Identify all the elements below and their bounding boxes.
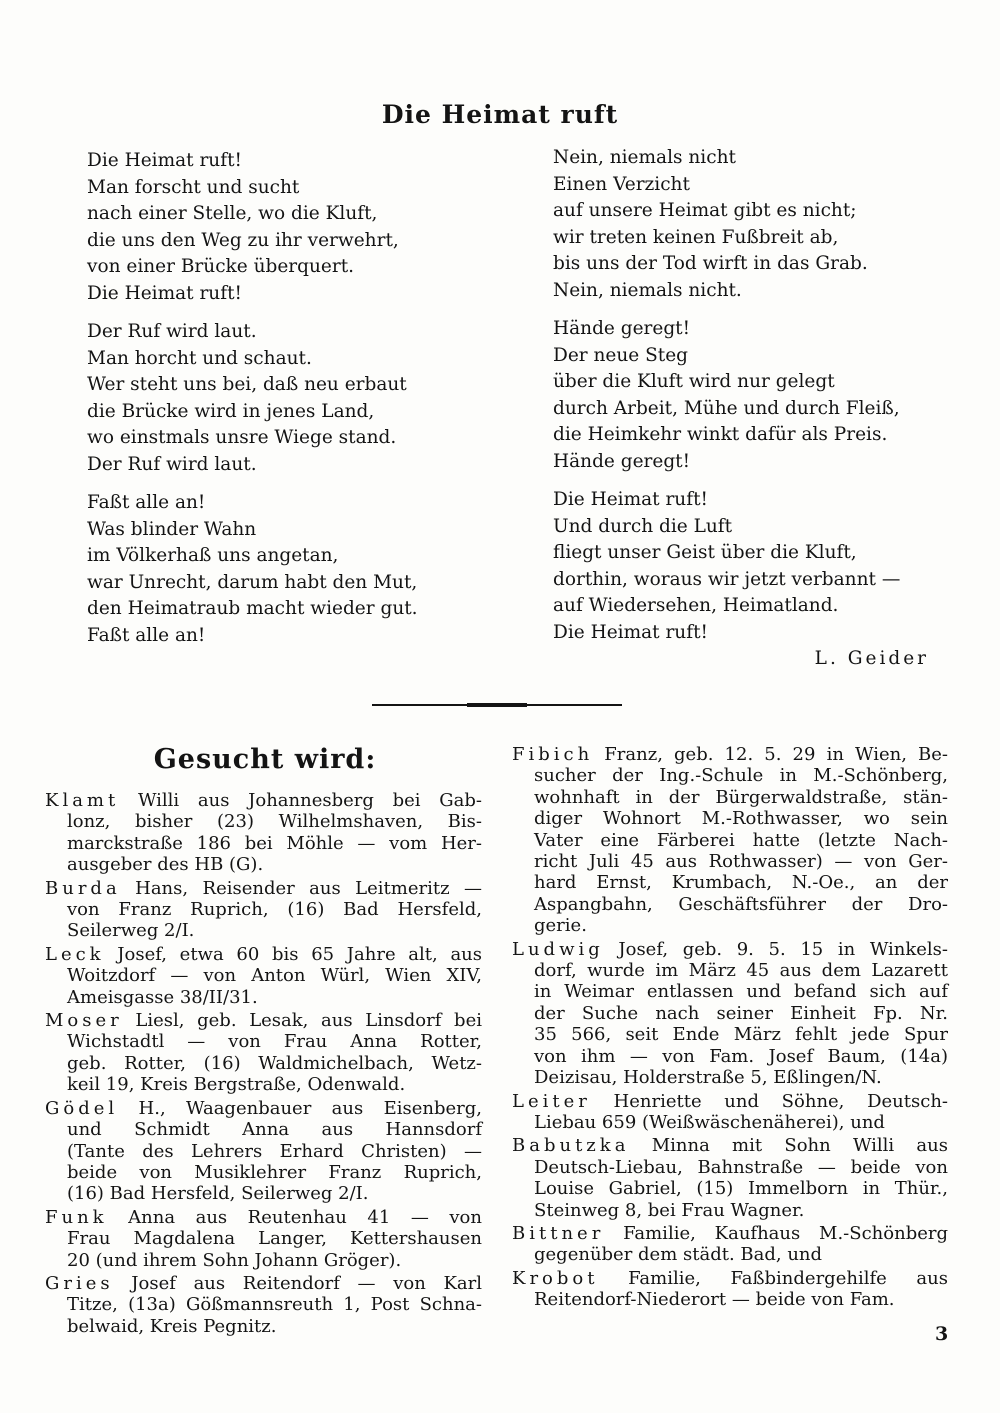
- entry-line: Louise Gabriel, (15) Immelborn in Thür.,: [534, 1178, 948, 1200]
- search-entry: [45, 1010, 482, 1096]
- poem-stanza: [87, 490, 527, 649]
- poem-line: Der Ruf wird laut.: [87, 321, 257, 342]
- entry-line: diger Wohnort M.-Rothwasser, wo sein: [534, 808, 948, 830]
- search-entry: [512, 744, 948, 937]
- entry-name: Gries: [45, 1272, 114, 1294]
- entry-line: und Schmidt Anna aus Hannsdorf: [67, 1119, 482, 1141]
- entry-line: Leiter Henriette und Söhne, Deutsch-: [512, 1090, 948, 1112]
- poem-line: war Unrecht, darum habt den Mut,: [87, 571, 418, 593]
- entry-line: belwaid, Kreis Pegnitz.: [67, 1315, 277, 1337]
- entry-line: richt Juli 45 aus Rothwasser) — von Ger-: [534, 851, 948, 873]
- entry-line: marckstraße 186 bei Möhle — vom Her-: [67, 832, 482, 854]
- poem-line: die Brücke wird in jenes Land,: [87, 400, 375, 422]
- entry-line: Funk Anna aus Reutenhau 41 — von: [45, 1206, 482, 1228]
- entry-line: Reitendorf-Niederort — beide von Fam.: [534, 1289, 895, 1311]
- entry-line: geb. Rotter, (16) Waldmichelbach, Wetz-: [67, 1052, 482, 1074]
- poem-line: Faßt alle an!: [87, 492, 206, 513]
- poem-line: wir treten keinen Fußbreit ab,: [553, 226, 839, 248]
- page-number: 3: [935, 1323, 949, 1345]
- poem-right-column: [553, 145, 953, 658]
- poem-title: Die Heimat ruft: [381, 100, 619, 129]
- entry-line: Babutzka Minna mit Sohn Willi aus: [512, 1135, 948, 1157]
- entry-line: Gödel H., Waagenbauer aus Eisenberg,: [45, 1097, 482, 1119]
- search-entry: [45, 1098, 482, 1205]
- entry-line: Bittner Familie, Kaufhaus M.-Schönberg: [512, 1222, 948, 1244]
- entry-name: Leck: [45, 943, 105, 965]
- entry-line: Deizisau, Holderstraße 5, Eßlingen/N.: [534, 1067, 882, 1089]
- entry-line: Frau Magdalena Langer, Kettershausen: [67, 1228, 482, 1250]
- entry-line: ausgeber des HB (G).: [67, 854, 264, 876]
- poem-line: fliegt unser Geist über die Kluft,: [553, 542, 857, 563]
- entry-line: (16) Bad Hersfeld, Seilerweg 2/I.: [67, 1183, 369, 1205]
- search-entry: [45, 878, 482, 942]
- poem-line: bis uns der Tod wirft in das Grab.: [553, 253, 868, 274]
- entry-line: Steinweg 8, bei Frau Wagner.: [534, 1199, 805, 1221]
- poem-stanza: [553, 145, 953, 304]
- poem-stanza: [87, 319, 527, 478]
- entry-line: Moser Liesl, geb. Lesak, aus Linsdorf bei: [45, 1010, 482, 1032]
- entry-name: Bittner: [512, 1222, 605, 1244]
- poem-line: Und durch die Luft: [553, 515, 733, 537]
- poem-author: L. Geider: [814, 648, 929, 669]
- entry-line: in Weimar entlassen und befand sich auf: [534, 981, 948, 1003]
- poem-line: Die Heimat ruft!: [553, 489, 708, 510]
- entry-name: Fibich: [512, 744, 594, 765]
- poem-line: Der Ruf wird laut.: [87, 453, 257, 475]
- entry-line: Klamt Willi aus Johannesberg bei Gab-: [45, 790, 482, 811]
- poem-line: Man forscht und sucht: [87, 176, 300, 198]
- entry-line: (Tante des Lehrers Erhard Christen) —: [67, 1140, 482, 1162]
- entry-line: wohnhaft in der Bürgerwaldstraße, stän-: [534, 786, 948, 808]
- search-entry: [512, 939, 948, 1089]
- entry-name: Funk: [45, 1206, 108, 1228]
- search-entry: [512, 1268, 948, 1311]
- entry-line: Wichstadtl — von Frau Anna Rotter,: [67, 1031, 482, 1053]
- entry-line: sucher der Ing.-Schule in M.-Schönberg,: [534, 765, 948, 787]
- poem-line: die Heimkehr winkt dafür als Preis.: [553, 424, 888, 445]
- section-divider: [372, 704, 622, 706]
- search-entry: [45, 1273, 482, 1337]
- entry-line: Burda Hans, Reisender aus Leitmeritz —: [45, 877, 482, 899]
- poem-line: auf Wiedersehen, Heimatland.: [553, 595, 839, 616]
- poem-line: über die Kluft wird nur gelegt: [553, 371, 835, 392]
- entry-line: Seilerweg 2/I.: [67, 920, 195, 942]
- entry-line: 20 (und ihrem Sohn Johann Gröger).: [67, 1249, 402, 1271]
- poem-line: von einer Brücke überquert.: [87, 256, 355, 277]
- poem-line: Hände geregt!: [553, 450, 691, 472]
- poem-line: im Völkerhaß uns angetan,: [87, 545, 339, 566]
- entry-line: Ludwig Josef, geb. 9. 5. 15 in Winkels-: [512, 938, 948, 960]
- entry-line: Krobot Familie, Faßbindergehilfe aus: [512, 1267, 948, 1289]
- search-entry: [45, 790, 482, 876]
- entry-line: hard Ernst, Krumbach, N.-Oe., an der: [534, 872, 948, 894]
- search-entry: [512, 1091, 948, 1134]
- entry-name: Babutzka: [512, 1135, 630, 1157]
- entry-name: Klamt: [45, 790, 120, 811]
- poem-line: Wer steht uns bei, daß neu erbaut: [87, 374, 407, 395]
- poem-line: Nein, niemals nicht: [553, 147, 736, 168]
- poem-line: Was blinder Wahn: [87, 518, 257, 540]
- search-entry: [45, 1207, 482, 1271]
- poem-line: Die Heimat ruft!: [87, 150, 242, 171]
- poem-line: nach einer Stelle, wo die Kluft,: [87, 203, 378, 224]
- poem-line: Faßt alle an!: [87, 624, 206, 646]
- entry-line: von ihm — von Fam. Josef Baum, (14a): [534, 1045, 948, 1067]
- poem-line: Nein, niemals nicht.: [553, 279, 742, 301]
- poem-line: auf unsere Heimat gibt es nicht;: [553, 200, 857, 221]
- entry-line: Vater eine Färberei hatte (letzte Nach-: [534, 829, 948, 851]
- search-entry: [512, 1223, 948, 1266]
- poem-line: Die Heimat ruft!: [553, 621, 708, 643]
- poem-line: Die Heimat ruft!: [87, 282, 242, 304]
- poem-line: Hände geregt!: [553, 318, 691, 339]
- entry-line: Deutsch-Liebau, Bahnstraße — beide von: [534, 1156, 948, 1178]
- entry-name: Ludwig: [512, 938, 604, 960]
- entry-name: Gödel: [45, 1097, 119, 1119]
- entry-line: der Suche nach seiner Einheit Fp. Nr.: [534, 1002, 948, 1024]
- entry-line: beide von Musiklehrer Franz Ruprich,: [67, 1161, 482, 1183]
- poem-line: dorthin, woraus wir jetzt verbannt —: [553, 568, 901, 590]
- poem-line: Man horcht und schaut.: [87, 347, 312, 369]
- entry-line: Fibich Franz, geb. 12. 5. 29 in Wien, Be-: [512, 744, 948, 765]
- poem-left-column: [87, 148, 527, 661]
- entry-line: Ameisgasse 38/II/31.: [67, 986, 258, 1008]
- entry-line: lonz, bisher (23) Wilhelmshaven, Bis-: [67, 811, 482, 833]
- entry-line: dorf, wurde im März 45 aus dem Lazarett: [534, 960, 948, 982]
- poem-stanza: [87, 148, 527, 307]
- entry-name: Moser: [45, 1010, 123, 1032]
- search-list-right: [512, 744, 948, 1313]
- search-list-left: [45, 790, 482, 1339]
- poem-line: Einen Verzicht: [553, 173, 690, 195]
- poem-stanza: [553, 487, 953, 646]
- poem-stanza: [553, 316, 953, 475]
- search-entry: [45, 944, 482, 1008]
- entry-line: Liebau 659 (Weißwäschenäherei), und: [534, 1111, 885, 1133]
- poem-line: Der neue Steg: [553, 344, 689, 366]
- entry-line: keil 19, Kreis Bergstraße, Odenwald.: [67, 1074, 406, 1096]
- entry-name: Krobot: [512, 1267, 599, 1289]
- entry-line: Woitzdorf — von Anton Würl, Wien XIV,: [67, 965, 482, 987]
- entry-name: Leiter: [512, 1090, 591, 1112]
- poem-line: durch Arbeit, Mühe und durch Fleiß,: [553, 397, 900, 419]
- entry-name: Burda: [45, 877, 121, 899]
- poem-line: die uns den Weg zu ihr verwehrt,: [87, 229, 399, 251]
- poem-line: wo einstmals unsre Wiege stand.: [87, 427, 397, 448]
- poem-line: den Heimatraub macht wieder gut.: [87, 598, 418, 619]
- entry-line: Leck Josef, etwa 60 bis 65 Jahre alt, aus: [45, 943, 482, 965]
- entry-line: Titze, (13a) Gößmannsreuth 1, Post Schna-: [67, 1294, 482, 1316]
- entry-line: 35 566, seit Ende März fehlt jede Spur: [534, 1024, 948, 1046]
- search-section-title: Gesucht wird:: [153, 744, 377, 775]
- entry-line: gerie.: [534, 915, 587, 937]
- search-entry: [512, 1135, 948, 1221]
- entry-line: gegenüber dem städt. Bad, und: [534, 1244, 823, 1266]
- entry-line: von Franz Ruprich, (16) Bad Hersfeld,: [67, 899, 482, 921]
- entry-line: Aspangbahn, Geschäftsführer der Dro-: [534, 893, 948, 915]
- entry-line: Gries Josef aus Reitendorf — von Karl: [45, 1272, 482, 1294]
